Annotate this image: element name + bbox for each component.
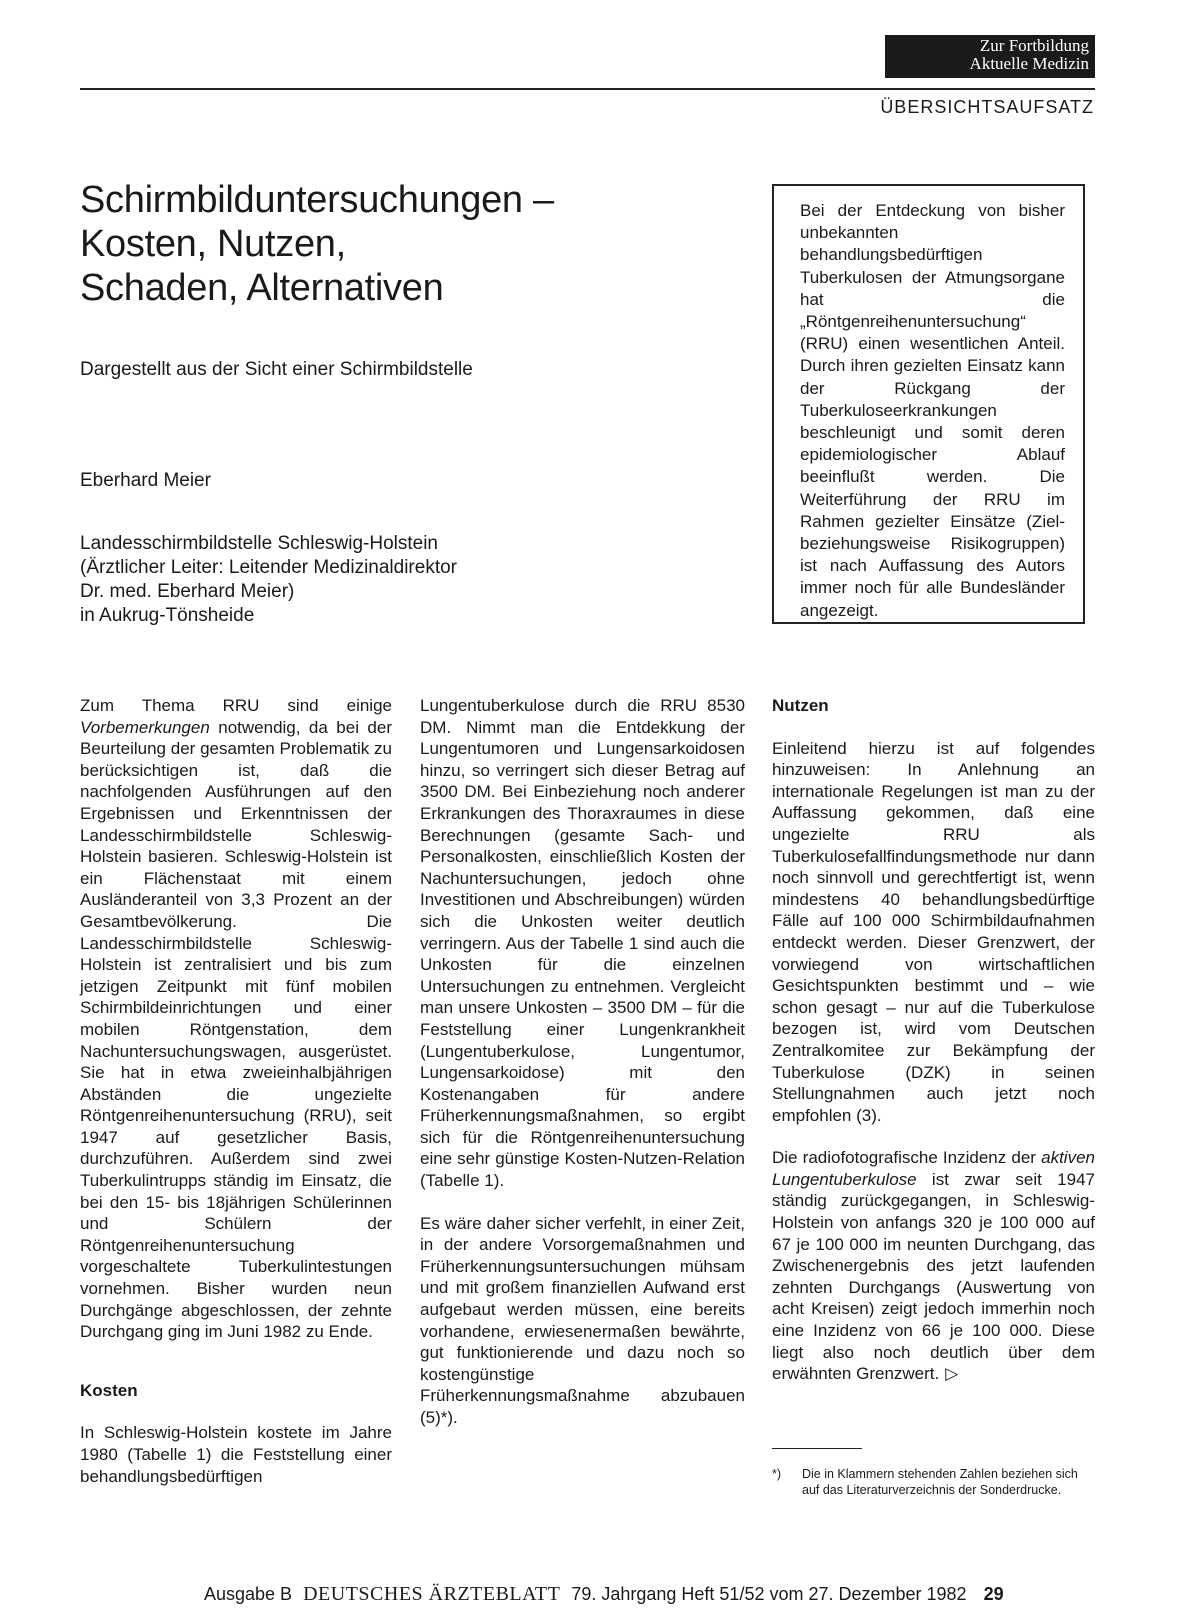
author-affiliation — [80, 532, 457, 628]
section-tag — [885, 35, 1095, 78]
nutzen-paragraph-1: Einleitend hierzu ist auf folgendes hinzuweisen: In Anlehnung an internationale Regelungen ist man zu der Auffassung gekommen, daß eine ungezielte RRU als Tuberkulosefallfindungsmethode nur dann noch sinnvoll und gerechtfertigt ist, wenn mindestens 40 behandlungsbedürftige Fälle auf 100 000 Schirmbildaufnahmen entdeckt werden. Dieser Grenzwert, der vorwiegend von wirtschaftlichen Gesichtspunkten bestimmt und – wie schon gesagt – nur auf die Tuberkulose bezogen ist, wird vom Deutschen Zentralkomitee zur Bekämpfung der Tuberkulose (DZK) in seinen Stellungnahmen auch jetzt noch empfohlen (3). — [772, 738, 1095, 1125]
article-subtitle: Dargestellt aus der Sicht einer Schirmbildstelle — [80, 359, 473, 380]
continue-arrow-icon: ▷ — [945, 1364, 959, 1384]
intro-text-b: notwendig, da bei der Beurteilung der gesamten Problematik zu berücksichtigen ist, daß die nachfolgenden Ausführungen auf den Ergebnissen und Erkenntnissen der Landesschirmbildstelle Schleswig-Holstein basieren. Schleswig-Holstein ist ein Flächenstaat mit einem Ausländeranteil von 3,3 Prozent an der Gesamtbevölkerung. Die Landesschirmbildstelle Schleswig-Holstein ist zentralisiert und bis zum jetzigen Zeitpunkt mit fünf mobilen Schirmbildeinrichtungen und einer mobilen Röntgenstation, dem Nachuntersuchungswagen, ausgerüstet. Sie hat in etwa zweieinhalbjährigen Abständen die ungezielte Röntgenreihenuntersuchung (RRU), seit 1947 auf gesetzlicher Basis, durchzuführen. Außerdem sind zwei Tuberkulintrupps ständig im Einsatz, die bei den 15- bis 18jährigen Schülerinnen und Schülern der Röntgenreihenuntersuchung vorgeschaltete Tuberkulintestungen vornehmen. Bisher wurden neun Durchgänge abgeschlossen, der zehnte Durchgang ging im Juni 1982 zu Ende. — [80, 717, 392, 1342]
footnote — [772, 1466, 1090, 1498]
nutzen-paragraph-2 — [772, 1147, 1095, 1385]
title-line-2: Kosten, Nutzen, — [80, 223, 346, 265]
section-label: ÜBERSICHTSAUFSATZ — [880, 97, 1094, 117]
nutzen-text-b: ist zwar seit 1947 ständig zurückgegangen, in Schleswig-Holstein von anfangs 320 je 100 000 auf 67 je 100 000 im neunten Durchgang, das Zwischenergebnis des jetzt laufenden zehnten Durchgangs (Auswertung von acht Kreisen) zeigt jedoch immerhin noch eine Inzidenz von 66 je 100 000. Diese liegt also noch deutlich über dem erwähnten Grenzwert. — [772, 1169, 1095, 1384]
footnote-mark: *) — [772, 1467, 782, 1481]
affiliation-line-1: Landesschirmbildstelle Schleswig-Holstein — [80, 533, 438, 554]
nutzen-emphasis: aktiven Lungentuberkulose — [772, 1148, 1095, 1189]
body-column-2 — [420, 695, 745, 1429]
intro-text-a: Zum Thema RRU sind einige — [80, 696, 392, 715]
tag-line-1: Zur Fortbildung — [979, 36, 1089, 55]
affiliation-line-3: Dr. med. Eberhard Meier) — [80, 581, 295, 602]
footer-issue: 79. Jahrgang Heft 51/52 vom 27. Dezember 1982 — [571, 1584, 967, 1604]
kosten-heading: Kosten — [80, 1380, 138, 1400]
body-column-3 — [772, 695, 1095, 1385]
col2-paragraph-1: Lungentuberkulose durch die RRU 8530 DM. Nimmt man die Entdekkung der Lungentumoren und Lungensarkoidosen hinzu, so verringert sich dieser Betrag auf 3500 DM. Bei Einbeziehung noch anderer Erkrankungen des Thoraxraumes in diese Berechnungen (gesamte Sach- und Personalkosten, einschließlich Kosten der Nachuntersuchungen, jedoch ohne Investitionen und Abschreibungen) würden sich die Unkosten weiter deutlich verringern. Aus der Tabelle 1 sind auch die Unkosten für die einzelnen Untersuchungen zu entnehmen. Vergleicht man unsere Unkosten – 3500 DM – für die Feststellung einer Lungenkrankheit (Lungentuberkulose, Lungentumor, Lungensarkoidose) mit den Kostenangaben für andere Früherkennungsmaßnahmen, so ergibt sich für die Röntgenreihenuntersuchung eine sehr günstige Kosten-Nutzen-Relation (Tabelle 1). — [420, 696, 745, 1191]
tag-line-2: Aktuelle Medizin — [969, 54, 1089, 73]
header-rule — [80, 88, 1095, 90]
title-line-1: Schirmbilduntersuchungen – — [80, 179, 554, 221]
article-title — [80, 178, 554, 310]
author-name: Eberhard Meier — [80, 470, 211, 491]
page-footer — [204, 1583, 1004, 1606]
footnote-text: Die in Klammern stehenden Zahlen beziehen sich auf das Literaturverzeichnis der Sonderdrucke. — [802, 1467, 1078, 1497]
abstract-text: Bei der Entdeckung von bisher unbekannten behandlungsbedürftigen Tuberkulosen der Atmungsorgane hat die „Röntgenreihenuntersuchung“ (RRU) einen wesentlichen Anteil. Durch ihren gezielten Einsatz kann der Rückgang der Tuberkuloseerkrankungen beschleunigt und somit deren epidemiologischer Ablauf beeinflußt werden. Die Weiterführung der RRU im Rahmen gezielter Einsätze (Ziel- beziehungsweise Risikogruppen) ist nach Auffassung des Autors immer noch für alle Bundesländer angezeigt. — [800, 201, 1065, 620]
nutzen-heading: Nutzen — [772, 696, 829, 715]
footnote-rule — [772, 1448, 862, 1449]
kosten-paragraph: In Schleswig-Holstein kostete im Jahre 1980 (Tabelle 1) die Feststellung einer behandlungsbedürftigen — [80, 1423, 392, 1486]
page-number: 29 — [983, 1584, 1004, 1604]
affiliation-line-4: in Aukrug-Tönsheide — [80, 605, 255, 626]
affiliation-line-2: (Ärztlicher Leiter: Leitender Medizinaldirektor — [80, 557, 457, 578]
footer-edition: Ausgabe B — [204, 1584, 293, 1604]
nutzen-text-a: Die radiofotografische Inzidenz der — [772, 1148, 1042, 1168]
body-column-1 — [80, 695, 392, 1487]
abstract-box — [772, 184, 1085, 624]
title-line-3: Schaden, Alternativen — [80, 267, 444, 309]
col2-paragraph-2: Es wäre daher sicher verfehlt, in einer Zeit, in der andere Vorsorgemaßnahmen und Früherkennungsuntersuchungen mühsam und mit großem finanziellen Aufwand erst aufgebaut werden müssen, eine bereits vorhandene, erwiesenermaßen bewährte, gut funktionierende und dazu noch so kostengünstige Früherkennungsmaßnahme abzubauen (5)*). — [420, 1213, 745, 1427]
footer-journal: DEUTSCHES ÄRZTEBLATT — [303, 1583, 561, 1605]
intro-paragraph — [80, 695, 392, 1343]
intro-emphasis: Vorbemerkungen — [80, 717, 210, 737]
